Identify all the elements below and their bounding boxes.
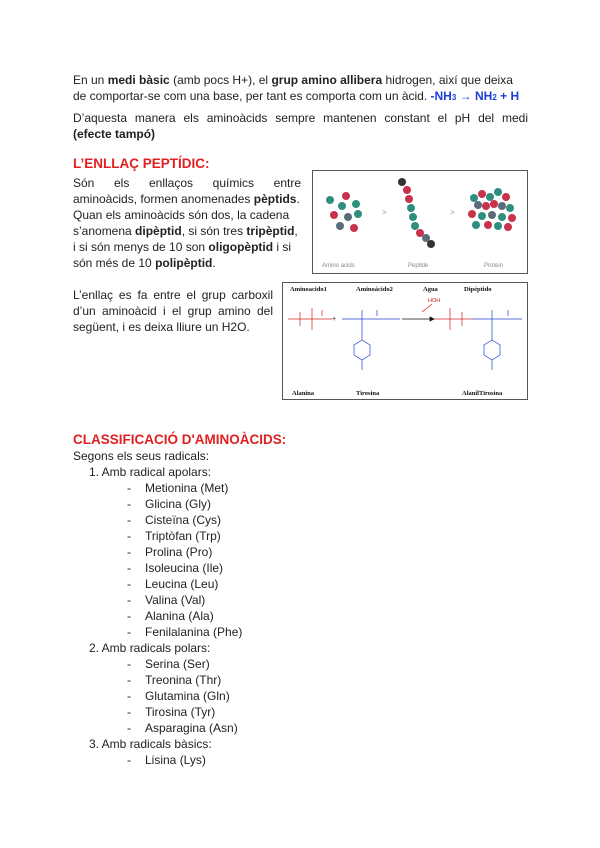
amino-acid-list-item: Asparagina (Asn) [145, 721, 238, 735]
label-dipeptide: Dipéptido [464, 286, 492, 293]
bond-text-line1: L’enllaç es fa entre el grup carboxil [73, 288, 273, 302]
caption-protein: Protein [484, 263, 504, 269]
paragraph-buffer-line1: D’aquesta manera els aminoàcids sempre mantenen constant el pH del medi [73, 111, 528, 125]
list-bullet-dash: - [127, 721, 131, 735]
peptide-text-line1: Són els enllaços químics entre [73, 176, 301, 190]
classification-group-label: 1. Amb radical apolars: [89, 465, 212, 479]
bond-text-line2: d’un aminoàcid i el grup amino del [73, 304, 273, 318]
peptide-text-line2: aminoàcids, formen anomenades pèptids. [73, 192, 300, 206]
amino-acid-peptide-protein-figure [312, 170, 528, 274]
list-bullet-dash: - [127, 705, 131, 719]
dipeptide-formation-figure [282, 282, 528, 400]
label-water: Agua [423, 286, 438, 293]
label-alanyl-tyrosine: AlanilTirosina [462, 390, 503, 397]
amino-acid-list-item: Isoleucina (Ile) [145, 561, 224, 575]
list-bullet-dash: - [127, 625, 131, 639]
peptide-text-line5: i si són menys de 10 son oligopèptid i si [73, 240, 292, 254]
label-hoh: HOH [428, 298, 441, 304]
section-title-classification: CLASSIFICACIÓ D'AMINOÀCIDS: [73, 432, 287, 447]
amino-acid-list-item: Glutamina (Gln) [145, 689, 230, 703]
list-bullet-dash: - [127, 609, 131, 623]
paragraph-basic-medium-line2: de comportar-se com una base, per tant es comporta com un àcid. -NH3 → NH2 + H [73, 89, 520, 103]
plus-sign: + [332, 316, 337, 323]
classification-group-label: 3. Amb radicals bàsics: [89, 737, 212, 751]
list-bullet-dash: - [127, 481, 131, 495]
amino-acid-list-item: Valina (Val) [145, 593, 206, 607]
label-aminoacid1: Aminoacido1 [290, 286, 327, 293]
amino-acid-list-item: Treonina (Thr) [145, 673, 222, 687]
caption-amino-acids: Amino acids [322, 263, 355, 269]
section-title-peptide-bond: L’ENLLAÇ PEPTÍDIC: [73, 156, 210, 171]
list-bullet-dash: - [127, 513, 131, 527]
peptide-text-line4: s’anomena dipèptid, si són tres tripèptid, [73, 224, 298, 238]
classification-group-label: 2. Amb radicals polars: [89, 641, 211, 655]
amino-acid-list-item: Triptòfan (Trp) [145, 529, 221, 543]
list-bullet-dash: - [127, 577, 131, 591]
label-tyrosine: Tirosina [356, 390, 380, 397]
list-bullet-dash: - [127, 545, 131, 559]
paragraph-basic-medium-line1: En un medi bàsic (amb pocs H+), el grup amino allibera hidrogen, així que deixa [73, 73, 513, 87]
paragraph-buffer-line2: (efecte tampó) [73, 127, 156, 141]
bond-text-line3: següent, i es deixa lliure un H2O. [73, 320, 250, 334]
list-bullet-dash: - [127, 497, 131, 511]
peptide-text-line6: són més de 10 polipèptid. [73, 256, 216, 270]
amino-acid-list-item: Metionina (Met) [145, 481, 229, 495]
list-bullet-dash: - [127, 657, 131, 671]
arrow-icon-1: > [382, 208, 387, 217]
classification-intro: Segons els seus radicals: [73, 449, 210, 463]
list-bullet-dash: - [127, 753, 131, 767]
amino-acid-list-item: Cisteïna (Cys) [145, 513, 222, 527]
list-bullet-dash: - [127, 593, 131, 607]
amino-acid-list-item: Leucina (Leu) [145, 577, 219, 591]
list-bullet-dash: - [127, 673, 131, 687]
amino-acid-list-item: Prolina (Pro) [145, 545, 213, 559]
list-bullet-dash: - [127, 689, 131, 703]
amino-acid-list-item: Glicina (Gly) [145, 497, 212, 511]
amino-acid-list-item: Alanina (Ala) [145, 609, 214, 623]
arrow-icon-2: > [450, 208, 455, 217]
list-bullet-dash: - [127, 529, 131, 543]
label-alanine: Alanina [292, 390, 315, 397]
amino-acid-list-item: Tirosina (Tyr) [145, 705, 216, 719]
amino-acid-list-item: Serina (Ser) [145, 657, 210, 671]
list-bullet-dash: - [127, 561, 131, 575]
caption-peptide: Peptide [408, 263, 429, 269]
amino-acid-list-item: Fenilalanina (Phe) [145, 625, 243, 639]
amino-acid-list-item: Lisina (Lys) [145, 753, 206, 767]
label-aminoacid2: Aminoácido2 [356, 286, 393, 293]
peptide-text-line3: Quan els aminoàcids són dos, la cadena [73, 208, 290, 222]
reaction-formula: -NH3 → NH2 + H [430, 89, 520, 103]
